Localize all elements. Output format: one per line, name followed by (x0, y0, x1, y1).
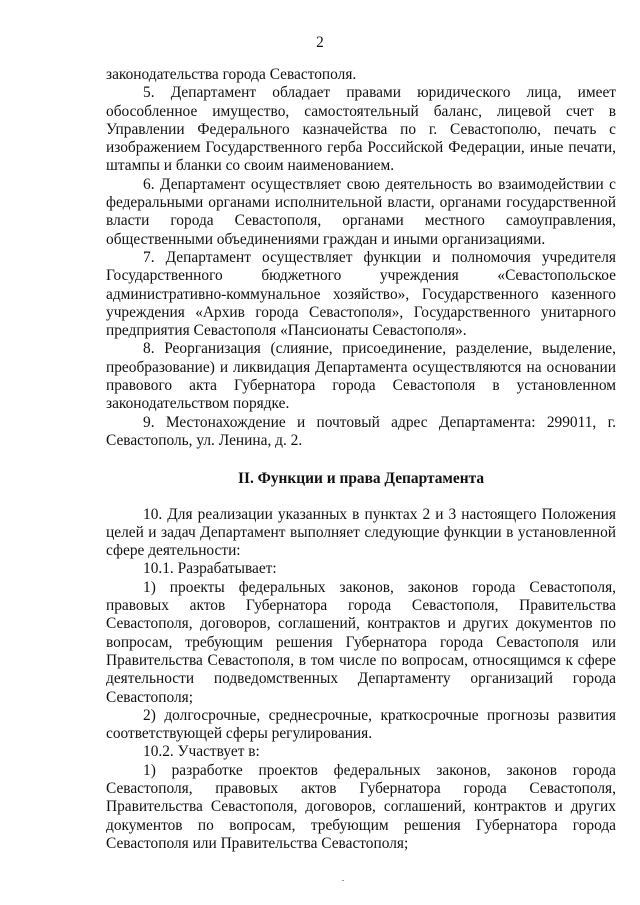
paragraph-continuation: законодательства города Севастополя. (106, 66, 357, 83)
paragraph-item-6: 6. Департамент осуществляет свою деятельность во взаимодействии с федеральными органами исполнительной власти, органами государственной власти города Севастополя, органами местного самоуправления, общественными объединениями граждан и иными организациями. (106, 175, 616, 248)
paragraph-item-10-1-2: 2) долгосрочные, среднесрочные, краткосрочные прогнозы развития соответствующей сферы регулирования. (106, 706, 616, 743)
paragraph-item-10-1-1: 1) проекты федеральных законов, законов города Севастополя, правовых актов Губернатора города Севастополя, Правительства Севастополя, договоров, соглашений, контрактов и других документов по вопросам, требующим решения Губернатора города Севастополя или Правительства Севастополя, в том числе по вопросам, относящимся к сфере деятельности подведомственных Департаменту организаций города Севастополя; (106, 578, 616, 706)
section-heading: II. Функции и права Департамента (237, 470, 485, 488)
document-body (106, 66, 616, 853)
paragraph-item-10-2: 10.2. Участвует в: (143, 743, 260, 761)
paragraph-item-8: 8. Реорганизация (слияние, присоединение, разделение, выделение, преобразование) и ликвидация Департамента осуществляются на основании правового акта Губернатора города Севастополя в установленном законодательством порядке. (106, 340, 616, 413)
paragraph-item-9: 9. Местонахождение и почтовый адрес Департамента: 299011, г. Севастополь, ул. Ленина, д. 2. (106, 413, 616, 449)
scan-mark (342, 880, 344, 881)
paragraph-item-7: 7. Департамент осуществляет функции и полномочия учредителя Государственного бюджетного учреждения «Севастопольское административно-коммунальное хозяйство», Государственного казенного учреждения «Архив города Севастополя», Государственного унитарного предприятия Севастополя «Пансионаты Севастополя». (106, 248, 616, 340)
page-number: 2 (316, 34, 324, 51)
paragraph-item-10: 10. Для реализации указанных в пунктах 2 и 3 настоящего Положения целей и задач Департамент выполняет следующие функции в установленной сфере деятельности: (106, 505, 616, 560)
paragraph-item-10-1: 10.1. Разрабатывает: (143, 560, 277, 578)
paragraph-item-10-2-1: 1) разработке проектов федеральных законов, законов города Севастополя, правовых актов Губернатора города Севастополя, Правительства Севастополя, договоров, соглашений, контрактов и других документов по вопросам, требующим решения Губернатора города Севастополя или Правительства Севастополя; (106, 761, 616, 852)
paragraph-item-5: 5. Департамент обладает правами юридического лица, имеет обособленное имущество, самостоятельный баланс, лицевой счет в Управлении Федерального казначейства по г. Севастополю, печать с изображением Государственного герба Российской Федерации, иные печати, штампы и бланки со своим наименованием. (106, 84, 616, 175)
